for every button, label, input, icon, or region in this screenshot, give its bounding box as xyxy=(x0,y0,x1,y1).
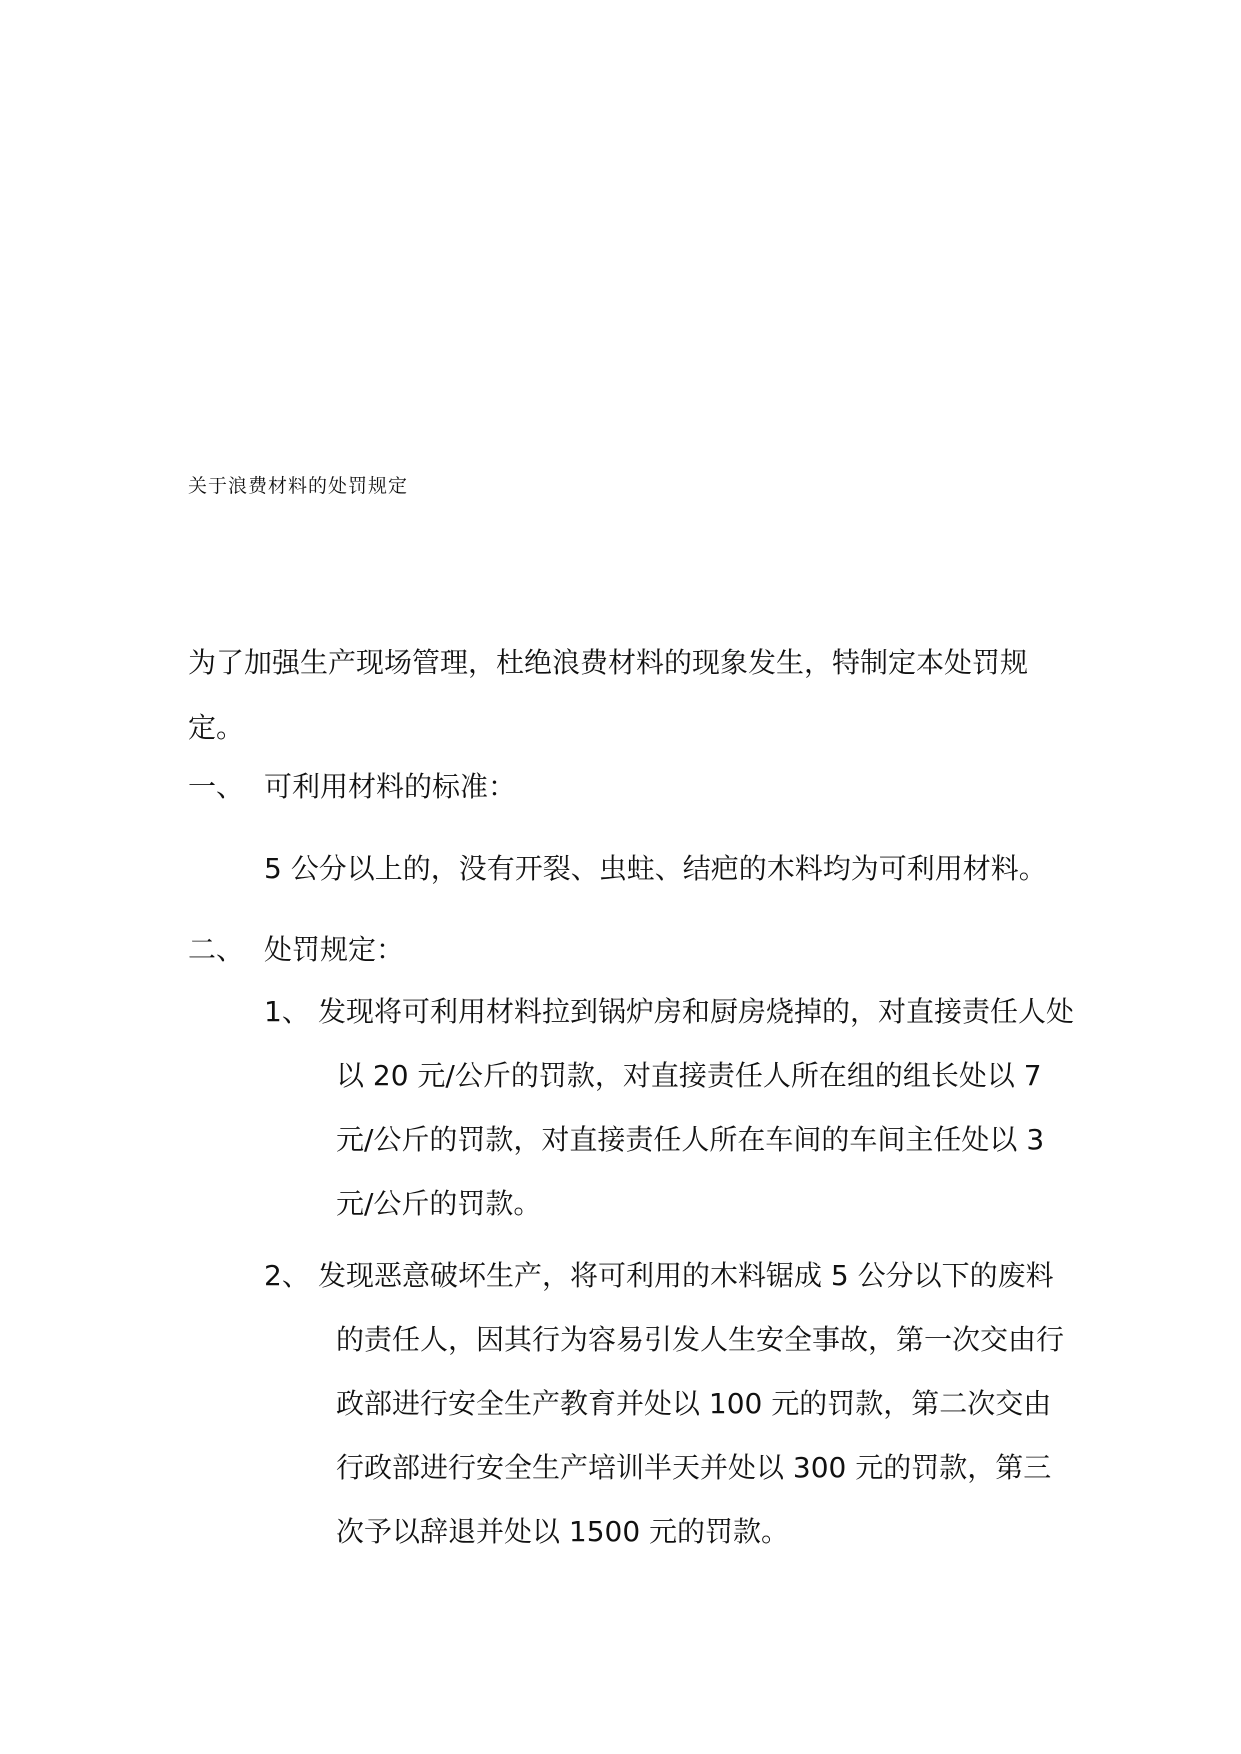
section-two-heading xyxy=(188,930,788,970)
item-number: 2、 xyxy=(264,1259,310,1292)
section-heading: 处罚规定： xyxy=(264,933,405,966)
section-one-detail: 5 公分以上的，没有开裂、虫蛀、结疤的木料均为可利用材料。 xyxy=(264,852,1047,885)
intro-paragraph: 为了加强生产现场管理，杜绝浪费材料的现象发生，特制定本处罚规定。 xyxy=(188,646,1029,744)
list-item xyxy=(264,1244,1064,1564)
section-marker: 一、 xyxy=(188,770,245,803)
section-one-heading xyxy=(188,767,788,807)
item-text: 发现将可利用材料拉到锅炉房和厨房烧掉的，对直接责任人处以 20 元/公斤的罚款，对直接责任人所在组的组长处以 7 元/公斤的罚款，对直接责任人所在车间的车间主任处以 3 元/公斤的罚款。 xyxy=(318,995,1075,1220)
list-item xyxy=(264,980,1075,1236)
section-heading: 可利用材料的标准： xyxy=(264,770,517,803)
section-marker: 二、 xyxy=(188,933,245,966)
item-number: 1、 xyxy=(264,995,310,1028)
item-text: 发现恶意破坏生产，将可利用的木料锯成 5 公分以下的废料的责任人，因其行为容易引发人生安全事故，第一次交由行政部进行安全生产教育并处以 100 元的罚款，第二次交由行政部进行安全生产培训半天并处以 300 元的罚款，第三次予以辞退并处以 1500 元的罚款。 xyxy=(318,1259,1065,1548)
document-title: 关于浪费材料的处罚规定 xyxy=(188,475,409,497)
